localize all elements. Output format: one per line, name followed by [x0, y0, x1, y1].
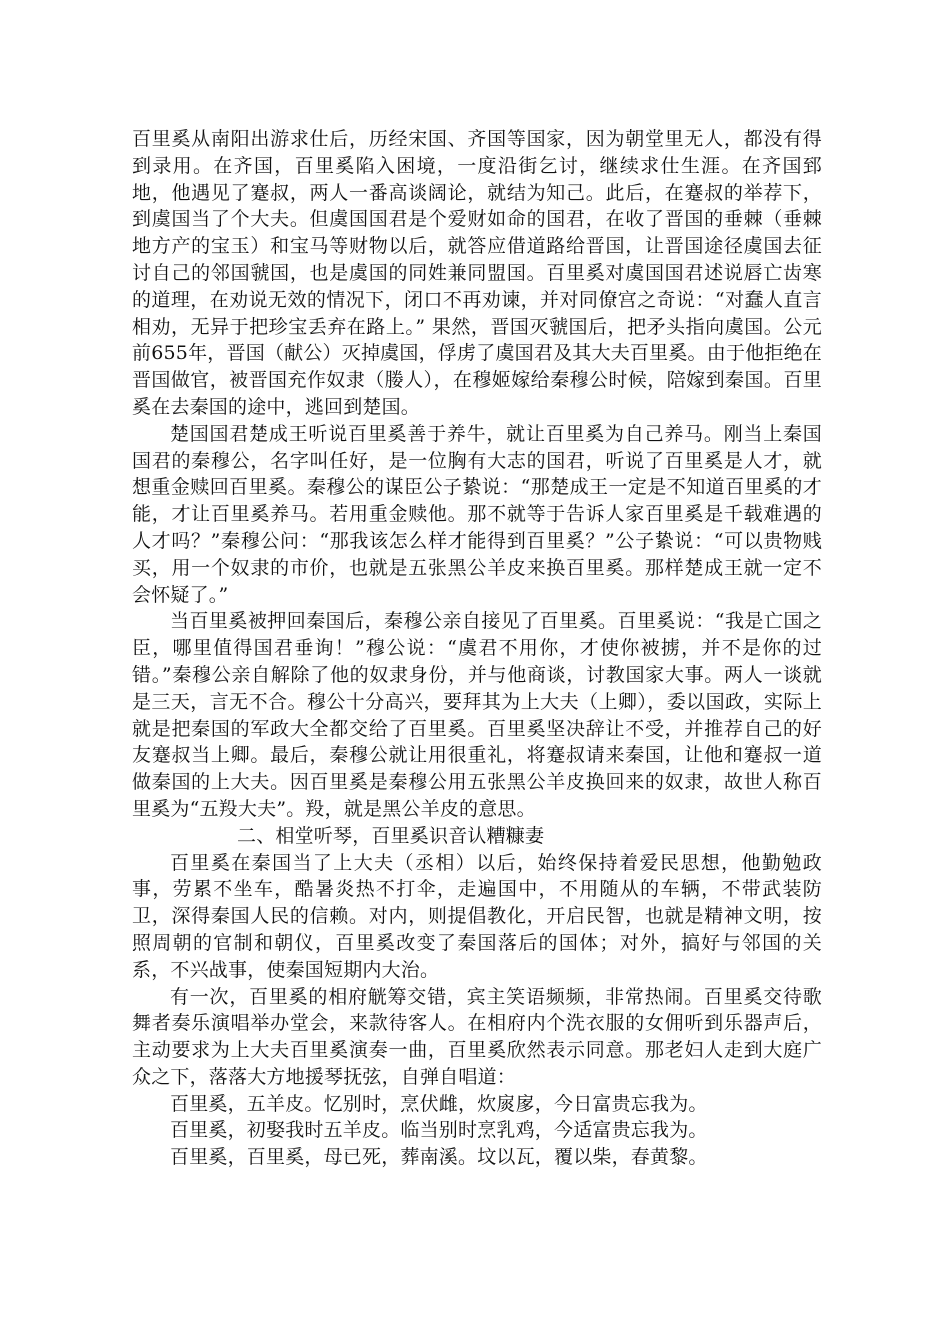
song-verse-3: 百里奚，百里奚，母已死，葬南溪。坟以瓦，覆以柴，春黄黎。 — [170, 1146, 708, 1169]
section-heading: 二、相堂听琴，百里奚识音认糟糠妻 — [237, 824, 545, 847]
paragraph-5: 有一次，百里奚的相府觥筹交错，宾主笑语频频，非常热闹。百里奚交待歌舞者奏乐演唱举办堂会，来款待客人。在相府内个洗衣服的女佣听到乐器声后，主动要求为上大夫百里奚演奏一曲，百里奚欣然表示同意。那老妇人走到大庭广众之下，落落大方地援琴抚弦，自弹自唱道： — [132, 985, 822, 1088]
paragraph-1: 百里奚从南阳出游求仕后，历经宋国、齐国等国家，因为朝堂里无人，都没有得到录用。在齐国，百里奚陷入困境，一度沿街乞讨，继续求仕生涯。在齐国郅地，他遇见了蹇叔，两人一番高谈阔论，就结为知己。此后，在蹇叔的举荐下，到虞国当了个大夫。但虞国国君是个爱财如命的国君，在收了晋国的垂棘（垂棘地方产的宝玉）和宝马等财物以后，就答应借道路给晋国，让晋国途径虞国去征讨自己的邻国虢国，也是虞国的同姓兼同盟国。百里奚对虞国国君述说唇亡齿寒的道理，在劝说无效的情况下，闭口不再劝谏，并对同僚宫之奇说：“对蠢人直言相劝，无异于把珍宝丢弃在路上。” 果然，晋国灭虢国后，把矛头指向虞国。公元前655年，晋国（献公）灭掉虞国，俘虏了虞国君及其大夫百里奚。由于他拒绝在晋国做官，被晋国充作奴隶（媵人），在穆姬嫁给秦穆公时候，陪嫁到秦国。百里奚在去秦国的途中，逃回到楚国。 — [132, 128, 822, 418]
document-body — [132, 126, 822, 1171]
paragraph-2: 楚国国君楚成王听说百里奚善于养牛，就让百里奚为自己养马。刚当上秦国国君的秦穆公，名字叫任好，是一位胸有大志的国君，听说了百里奚是人才，就想重金赎回百里奚。秦穆公的谋臣公子絷说：“那楚成王一定是不知道百里奚的才能，才让百里奚养马。若用重金赎他。那不就等于告诉人家百里奚是千载难遇的人才吗？”秦穆公问：“那我该怎么样才能得到百里奚？”公子絷说：“可以贵物贱买，用一个奴隶的市价，也就是五张黑公羊皮来换百里奚。那样楚成王就一定不会怀疑了。” — [132, 422, 822, 606]
paragraph-4: 百里奚在秦国当了上大夫（丞相）以后，始终保持着爱民思想，他勤勉政事，劳累不坐车，酷暑炎热不打伞，走遍国中，不用随从的车辆，不带武装防卫，深得秦国人民的信赖。对内，则提倡教化，开启民智，也就是精神文明，按照周朝的官制和朝仪，百里奚改变了秦国落后的国体；对外，搞好与邻国的关系，不兴战事，使秦国短期内大治。 — [132, 851, 822, 981]
song-verse-2: 百里奚，初娶我时五羊皮。临当别时烹乳鸡，今适富贵忘我为。 — [170, 1119, 708, 1142]
song-verse-1: 百里奚，五羊皮。忆别时，烹伏雌，炊扊扅，今日富贵忘我为。 — [170, 1092, 708, 1115]
paragraph-3: 当百里奚被押回秦国后，秦穆公亲自接见了百里奚。百里奚说：“我是亡国之臣，哪里值得国君垂询！”穆公说：“虞君不用你，才使你被掳，并不是你的过错。”秦穆公亲自解除了他的奴隶身份，并与他商谈，讨教国家大事。两人一谈就是三天，言无不合。穆公十分高兴，要拜其为上大夫（上卿），委以国政，实际上就是把秦国的军政大全都交给了百里奚。百里奚坚决辞让不受，并推荐自己的好友蹇叔当上卿。最后，秦穆公就让用很重礼，将蹇叔请来秦国，让他和蹇叔一道做秦国的上大夫。因百里奚是秦穆公用五张黑公羊皮换回来的奴隶，故世人称百里奚为“五羖大夫”。羖，就是黑公羊皮的意思。 — [132, 610, 822, 820]
